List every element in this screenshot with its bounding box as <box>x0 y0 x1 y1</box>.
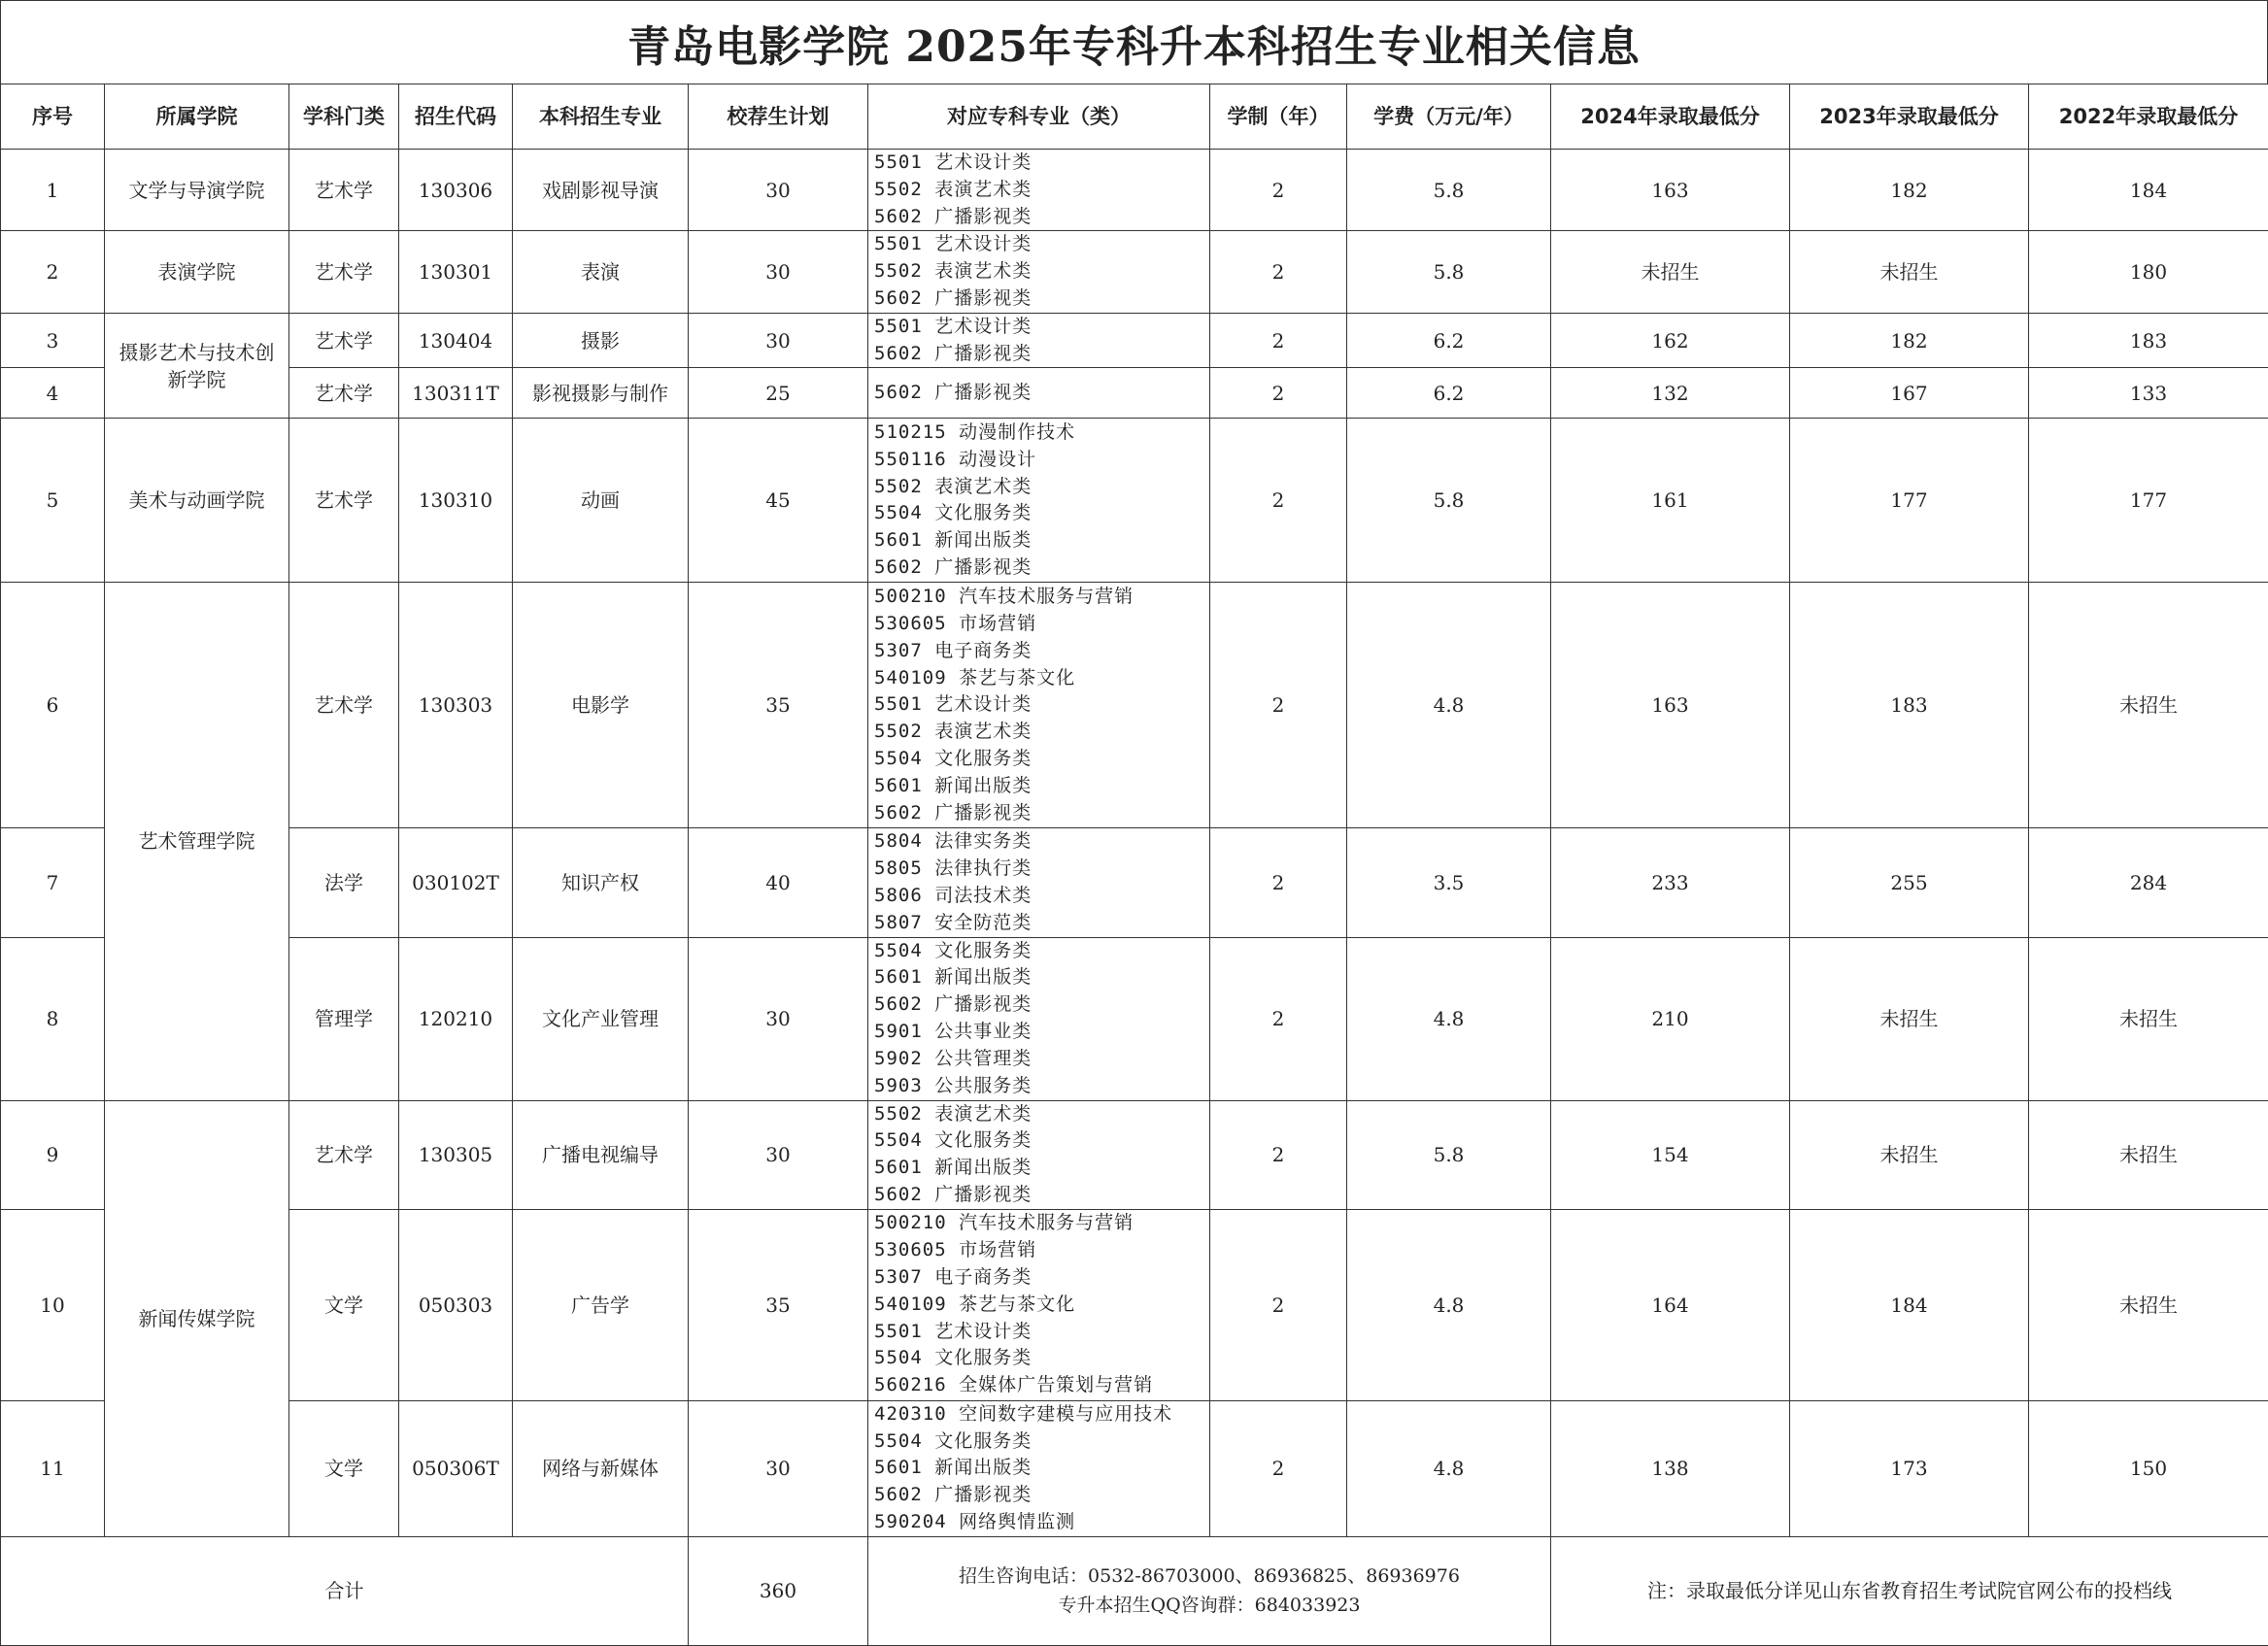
related-major: 5502 表演艺术类 <box>874 177 1209 204</box>
header-row <box>1 84 2268 150</box>
row-number: 2 <box>1 231 105 313</box>
years-cell: 2 <box>1210 828 1347 937</box>
row-number: 11 <box>1 1400 105 1536</box>
college-cell: 美术与动画学院 <box>105 419 289 583</box>
table-row <box>1 313 2268 368</box>
header-cell: 2024年录取最低分 <box>1551 84 1790 150</box>
major-cell: 摄影 <box>513 313 689 368</box>
code-cell: 130404 <box>399 313 513 368</box>
admissions-table <box>0 84 2268 1646</box>
related-major: 5602 广播影视类 <box>874 380 1209 407</box>
code-cell: 050303 <box>399 1209 513 1400</box>
related-major: 5501 艺术设计类 <box>874 691 1209 719</box>
related-major: 5504 文化服务类 <box>874 1127 1209 1155</box>
row-number: 8 <box>1 937 105 1100</box>
table-row <box>1 828 2268 937</box>
code-cell: 120210 <box>399 937 513 1100</box>
score-2023-cell: 177 <box>1790 419 2029 583</box>
related-majors-cell <box>868 231 1210 313</box>
related-major: 5903 公共服务类 <box>874 1073 1209 1100</box>
fee-cell: 5.8 <box>1347 419 1551 583</box>
college-cell: 艺术管理学院 <box>105 583 289 1100</box>
related-major: 5805 法律执行类 <box>874 856 1209 883</box>
plan-cell: 30 <box>689 1400 868 1536</box>
college-cell: 表演学院 <box>105 231 289 313</box>
related-major: 5804 法律实务类 <box>874 828 1209 856</box>
category-cell: 艺术学 <box>289 150 399 231</box>
score-2023-cell: 182 <box>1790 313 2029 368</box>
related-major: 5902 公共管理类 <box>874 1046 1209 1073</box>
score-2022-cell: 180 <box>2029 231 2268 313</box>
related-major: 5504 文化服务类 <box>874 746 1209 773</box>
score-2023-cell: 183 <box>1790 583 2029 828</box>
score-2024-cell: 161 <box>1551 419 1790 583</box>
contact-qq: 专升本招生QQ咨询群：684033923 <box>868 1591 1550 1620</box>
years-cell: 2 <box>1210 150 1347 231</box>
table-row <box>1 231 2268 313</box>
related-major: 550116 动漫设计 <box>874 447 1209 474</box>
related-major: 5601 新闻出版类 <box>874 1455 1209 1482</box>
years-cell: 2 <box>1210 1100 1347 1209</box>
table-row <box>1 583 2268 828</box>
row-number: 5 <box>1 419 105 583</box>
major-cell: 广告学 <box>513 1209 689 1400</box>
fee-cell: 3.5 <box>1347 828 1551 937</box>
related-major: 5502 表演艺术类 <box>874 258 1209 286</box>
category-cell: 文学 <box>289 1209 399 1400</box>
score-2022-cell: 133 <box>2029 368 2268 419</box>
related-major: 5602 广播影视类 <box>874 800 1209 827</box>
plan-cell: 30 <box>689 1100 868 1209</box>
related-major: 5602 广播影视类 <box>874 554 1209 582</box>
footer-row <box>1 1536 2268 1645</box>
related-majors-cell <box>868 583 1210 828</box>
related-majors-cell <box>868 368 1210 419</box>
row-number: 3 <box>1 313 105 368</box>
row-number: 10 <box>1 1209 105 1400</box>
category-cell: 文学 <box>289 1400 399 1536</box>
major-cell: 网络与新媒体 <box>513 1400 689 1536</box>
years-cell: 2 <box>1210 313 1347 368</box>
score-2024-cell: 162 <box>1551 313 1790 368</box>
score-2024-cell: 154 <box>1551 1100 1790 1209</box>
major-cell: 文化产业管理 <box>513 937 689 1100</box>
related-major: 5602 广播影视类 <box>874 204 1209 231</box>
page-title: 青岛电影学院 2025年专科升本科招生专业相关信息 <box>0 0 2268 84</box>
fee-cell: 5.8 <box>1347 231 1551 313</box>
category-cell: 艺术学 <box>289 231 399 313</box>
related-major: 5602 广播影视类 <box>874 1182 1209 1209</box>
major-cell: 影视摄影与制作 <box>513 368 689 419</box>
header-cell: 本科招生专业 <box>513 84 689 150</box>
header-cell: 学科门类 <box>289 84 399 150</box>
contact-info <box>868 1536 1551 1645</box>
major-cell: 知识产权 <box>513 828 689 937</box>
related-majors-cell <box>868 1400 1210 1536</box>
code-cell: 130305 <box>399 1100 513 1209</box>
table-row <box>1 150 2268 231</box>
score-2022-cell: 150 <box>2029 1400 2268 1536</box>
related-major: 530605 市场营销 <box>874 1237 1209 1264</box>
header-cell: 学制（年） <box>1210 84 1347 150</box>
category-cell: 艺术学 <box>289 1100 399 1209</box>
related-major: 540109 茶艺与茶文化 <box>874 1292 1209 1319</box>
major-cell: 广播电视编导 <box>513 1100 689 1209</box>
code-cell: 130306 <box>399 150 513 231</box>
contact-phone: 招生咨询电话：0532-86703000、86936825、86936976 <box>868 1562 1550 1591</box>
years-cell: 2 <box>1210 419 1347 583</box>
related-majors-cell <box>868 150 1210 231</box>
related-major: 5601 新闻出版类 <box>874 527 1209 554</box>
score-2024-cell: 210 <box>1551 937 1790 1100</box>
header-cell: 2023年录取最低分 <box>1790 84 2029 150</box>
score-2023-cell: 255 <box>1790 828 2029 937</box>
related-major: 5502 表演艺术类 <box>874 474 1209 501</box>
years-cell: 2 <box>1210 368 1347 419</box>
score-2024-cell: 未招生 <box>1551 231 1790 313</box>
score-2024-cell: 233 <box>1551 828 1790 937</box>
header-cell: 所属学院 <box>105 84 289 150</box>
years-cell: 2 <box>1210 1209 1347 1400</box>
header-cell: 学费（万元/年） <box>1347 84 1551 150</box>
table-row <box>1 1209 2268 1400</box>
category-cell: 管理学 <box>289 937 399 1100</box>
college-cell: 文学与导演学院 <box>105 150 289 231</box>
related-major: 5504 文化服务类 <box>874 1345 1209 1372</box>
score-2022-cell: 284 <box>2029 828 2268 937</box>
score-2024-cell: 163 <box>1551 150 1790 231</box>
related-major: 5602 广播影视类 <box>874 341 1209 368</box>
related-major: 5504 文化服务类 <box>874 938 1209 965</box>
related-major: 5601 新闻出版类 <box>874 1155 1209 1182</box>
related-major: 5901 公共事业类 <box>874 1019 1209 1046</box>
related-majors-cell <box>868 1100 1210 1209</box>
score-2022-cell: 未招生 <box>2029 1209 2268 1400</box>
category-cell: 艺术学 <box>289 313 399 368</box>
fee-cell: 4.8 <box>1347 583 1551 828</box>
plan-cell: 30 <box>689 937 868 1100</box>
fee-cell: 4.8 <box>1347 1209 1551 1400</box>
header-cell: 2022年录取最低分 <box>2029 84 2268 150</box>
score-2022-cell: 177 <box>2029 419 2268 583</box>
score-2023-cell: 173 <box>1790 1400 2029 1536</box>
related-major: 510215 动漫制作技术 <box>874 420 1209 447</box>
score-2022-cell: 183 <box>2029 313 2268 368</box>
total-label: 合计 <box>1 1536 689 1645</box>
related-major: 5602 广播影视类 <box>874 991 1209 1019</box>
related-major: 5504 文化服务类 <box>874 1428 1209 1456</box>
major-cell: 电影学 <box>513 583 689 828</box>
related-majors-cell <box>868 419 1210 583</box>
score-2024-cell: 138 <box>1551 1400 1790 1536</box>
code-cell: 130301 <box>399 231 513 313</box>
years-cell: 2 <box>1210 1400 1347 1536</box>
plan-cell: 40 <box>689 828 868 937</box>
related-major: 5501 艺术设计类 <box>874 1319 1209 1346</box>
table-row <box>1 419 2268 583</box>
code-cell: 130310 <box>399 419 513 583</box>
college-cell: 新闻传媒学院 <box>105 1100 289 1536</box>
category-cell: 艺术学 <box>289 368 399 419</box>
related-major: 5602 广播影视类 <box>874 286 1209 313</box>
related-majors-cell <box>868 828 1210 937</box>
score-2023-cell: 167 <box>1790 368 2029 419</box>
table-row <box>1 368 2268 419</box>
related-majors-cell <box>868 1209 1210 1400</box>
category-cell: 艺术学 <box>289 583 399 828</box>
major-cell: 表演 <box>513 231 689 313</box>
row-number: 6 <box>1 583 105 828</box>
total-plan: 360 <box>689 1536 868 1645</box>
related-major: 5806 司法技术类 <box>874 883 1209 910</box>
plan-cell: 45 <box>689 419 868 583</box>
related-major: 5501 艺术设计类 <box>874 314 1209 341</box>
header-cell: 对应专科专业（类） <box>868 84 1210 150</box>
header-cell: 校荐生计划 <box>689 84 868 150</box>
code-cell: 130303 <box>399 583 513 828</box>
row-number: 4 <box>1 368 105 419</box>
plan-cell: 30 <box>689 231 868 313</box>
plan-cell: 35 <box>689 583 868 828</box>
table-row <box>1 1400 2268 1536</box>
plan-cell: 30 <box>689 150 868 231</box>
score-2023-cell: 未招生 <box>1790 937 2029 1100</box>
footnote: 注：录取最低分详见山东省教育招生考试院官网公布的投档线 <box>1551 1536 2268 1645</box>
years-cell: 2 <box>1210 583 1347 828</box>
fee-cell: 6.2 <box>1347 313 1551 368</box>
related-major: 540109 茶艺与茶文化 <box>874 665 1209 692</box>
row-number: 7 <box>1 828 105 937</box>
related-major: 500210 汽车技术服务与营销 <box>874 1210 1209 1237</box>
related-major: 5807 安全防范类 <box>874 910 1209 937</box>
plan-cell: 25 <box>689 368 868 419</box>
plan-cell: 30 <box>689 313 868 368</box>
college-cell: 摄影艺术与技术创新学院 <box>105 313 289 419</box>
years-cell: 2 <box>1210 937 1347 1100</box>
related-major: 5307 电子商务类 <box>874 638 1209 665</box>
table-row <box>1 937 2268 1100</box>
related-major: 5602 广播影视类 <box>874 1482 1209 1509</box>
related-major: 530605 市场营销 <box>874 611 1209 638</box>
related-major: 420310 空间数字建模与应用技术 <box>874 1401 1209 1428</box>
related-major: 5501 艺术设计类 <box>874 231 1209 258</box>
years-cell: 2 <box>1210 231 1347 313</box>
score-2024-cell: 164 <box>1551 1209 1790 1400</box>
code-cell: 130311T <box>399 368 513 419</box>
score-2022-cell: 未招生 <box>2029 937 2268 1100</box>
score-2023-cell: 未招生 <box>1790 231 2029 313</box>
score-2023-cell: 未招生 <box>1790 1100 2029 1209</box>
fee-cell: 4.8 <box>1347 937 1551 1100</box>
plan-cell: 35 <box>689 1209 868 1400</box>
related-major: 5307 电子商务类 <box>874 1264 1209 1292</box>
major-cell: 动画 <box>513 419 689 583</box>
score-2023-cell: 184 <box>1790 1209 2029 1400</box>
fee-cell: 6.2 <box>1347 368 1551 419</box>
related-major: 5601 新闻出版类 <box>874 964 1209 991</box>
score-2022-cell: 184 <box>2029 150 2268 231</box>
table-row <box>1 1100 2268 1209</box>
fee-cell: 4.8 <box>1347 1400 1551 1536</box>
fee-cell: 5.8 <box>1347 1100 1551 1209</box>
related-major: 5501 艺术设计类 <box>874 150 1209 177</box>
header-cell: 序号 <box>1 84 105 150</box>
major-cell: 戏剧影视导演 <box>513 150 689 231</box>
header-cell: 招生代码 <box>399 84 513 150</box>
related-major: 5504 文化服务类 <box>874 500 1209 527</box>
category-cell: 法学 <box>289 828 399 937</box>
related-majors-cell <box>868 937 1210 1100</box>
code-cell: 030102T <box>399 828 513 937</box>
score-2022-cell: 未招生 <box>2029 1100 2268 1209</box>
related-major: 500210 汽车技术服务与营销 <box>874 584 1209 611</box>
score-2023-cell: 182 <box>1790 150 2029 231</box>
row-number: 9 <box>1 1100 105 1209</box>
code-cell: 050306T <box>399 1400 513 1536</box>
related-major: 560216 全媒体广告策划与营销 <box>874 1372 1209 1399</box>
row-number: 1 <box>1 150 105 231</box>
related-major: 590204 网络舆情监测 <box>874 1509 1209 1536</box>
category-cell: 艺术学 <box>289 419 399 583</box>
score-2022-cell: 未招生 <box>2029 583 2268 828</box>
related-major: 5601 新闻出版类 <box>874 773 1209 800</box>
related-majors-cell <box>868 313 1210 368</box>
related-major: 5502 表演艺术类 <box>874 719 1209 746</box>
score-2024-cell: 132 <box>1551 368 1790 419</box>
score-2024-cell: 163 <box>1551 583 1790 828</box>
fee-cell: 5.8 <box>1347 150 1551 231</box>
related-major: 5502 表演艺术类 <box>874 1101 1209 1128</box>
